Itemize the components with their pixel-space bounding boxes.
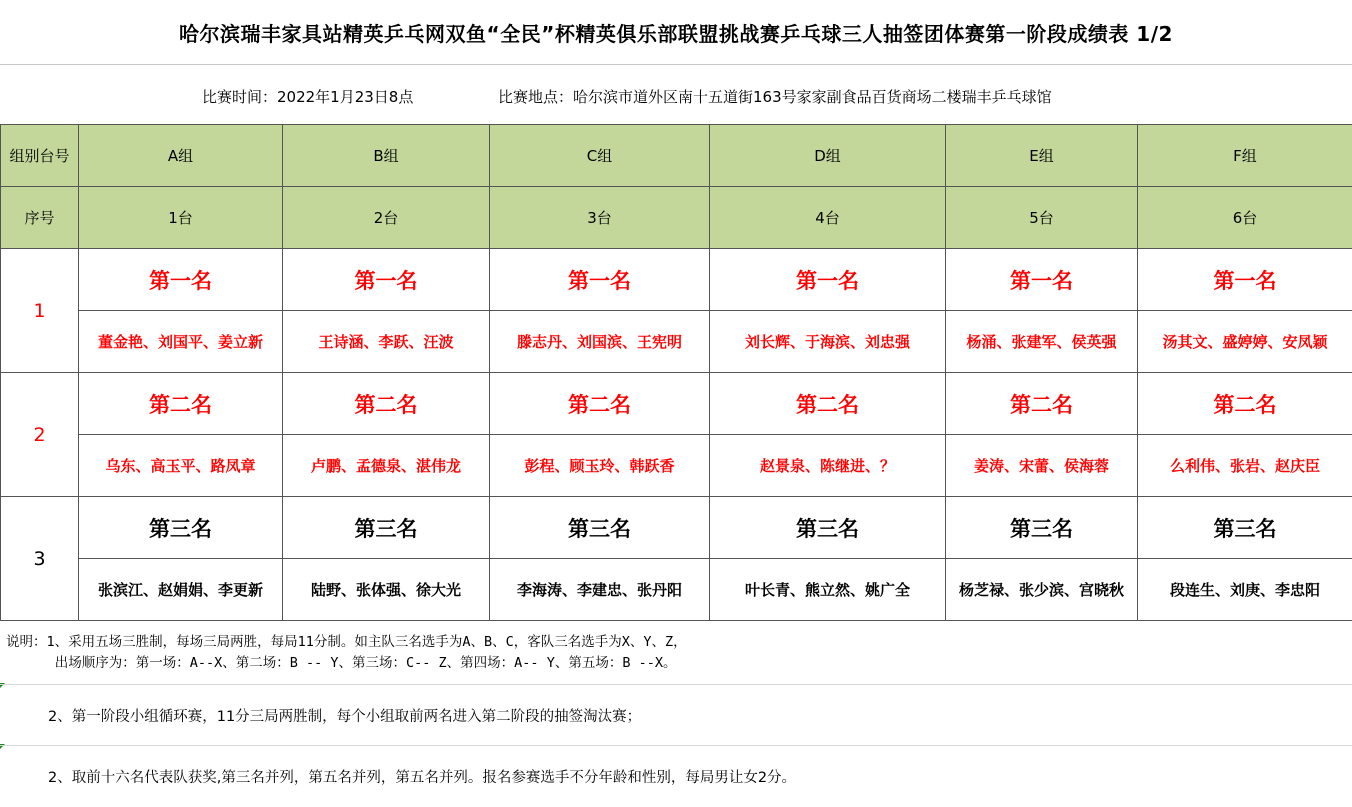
team-players: 赵景泉、陈继进、？ [710,435,946,497]
rank-label: 第二名 [710,373,946,435]
table-2-cell: 2台 [283,187,490,249]
group-e-header: E组 [946,125,1138,187]
rank-label: 第一名 [283,249,490,311]
rank-label: 第三名 [946,497,1138,559]
event-info [0,64,1352,124]
group-f-header: F组 [1138,125,1352,187]
note-2 [0,684,1352,745]
note-1-line-2: 出场顺序为：第一场：A--X、第二场：B -- Y、第三场：C-- Z、第四场：A-- Y、第五场：B --X。 [6,655,677,671]
table-1-cell: 1台 [79,187,283,249]
rank-label: 第三名 [490,497,710,559]
rank-label: 第二名 [1138,373,1352,435]
team-players: 么利伟、张岩、赵庆臣 [1138,435,1352,497]
match-place: 比赛地点：哈尔滨市道外区南十五道街163号家家副食品百货商场二楼瑞丰乒乓球馆 [498,88,1052,106]
table-number-row [1,187,1352,249]
rank-2-label-row [1,373,1352,435]
team-players: 叶长青、熊立然、姚广全 [710,559,946,621]
group-a-header: A组 [79,125,283,187]
match-time: 比赛时间：2022年1月23日8点 [202,88,414,106]
rank-label: 第二名 [283,373,490,435]
rank-3-players-row [1,559,1352,621]
note-2-text: 2、第一阶段小组循环赛，11分三局两胜制，每个小组取前两名进入第二阶段的抽签淘汰赛； [48,709,642,725]
rank-label: 第二名 [490,373,710,435]
team-players: 彭程、顾玉玲、韩跃香 [490,435,710,497]
note-3-text: 2、取前十六名代表队获奖,第三名并列，第五名并列，第五名并列。报名参赛选手不分年龄和性别，每局男让女2分。 [48,770,797,786]
rank-2-players-row [1,435,1352,497]
team-players: 李海涛、李建忠、张丹阳 [490,559,710,621]
group-d-header: D组 [710,125,946,187]
group-c-header: C组 [490,125,710,187]
rank-label: 第一名 [710,249,946,311]
team-players: 杨芝禄、张少滨、宫晓秋 [946,559,1138,621]
group-b-header: B组 [283,125,490,187]
rank-1-players-row [1,311,1352,373]
rank-label: 第一名 [490,249,710,311]
rank-3-label-row [1,497,1352,559]
team-players: 乌东、高玉平、路凤章 [79,435,283,497]
table-6-cell: 6台 [1138,187,1352,249]
team-players: 姜涛、宋蕾、侯海蓉 [946,435,1138,497]
rank-label: 第三名 [710,497,946,559]
rank-1-number: 1 [1,249,79,373]
group-label-cell: 组别台号 [1,125,79,187]
team-players: 董金艳、刘国平、姜立新 [79,311,283,373]
team-players: 卢鹏、孟德泉、湛伟龙 [283,435,490,497]
rank-label: 第一名 [1138,249,1352,311]
team-players: 王诗涵、李跃、汪波 [283,311,490,373]
group-header-row [1,125,1352,187]
results-table [0,124,1352,621]
rank-label: 第二名 [946,373,1138,435]
team-players: 陆野、张体强、徐大光 [283,559,490,621]
team-players: 段连生、刘庚、李忠阳 [1138,559,1352,621]
note-1-line-1: 说明：1、采用五场三胜制，每场三局两胜，每局11分制。如主队三名选手为A、B、C，客队三名选手为X、Y、Z， [6,634,687,650]
table-4-cell: 4台 [710,187,946,249]
team-players: 汤其文、盛婷婷、安凤颖 [1138,311,1352,373]
seq-label-cell: 序号 [1,187,79,249]
rank-3-number: 3 [1,497,79,621]
rank-label: 第一名 [946,249,1138,311]
rank-2-number: 2 [1,373,79,497]
table-5-cell: 5台 [946,187,1138,249]
team-players: 杨涌、张建军、侯英强 [946,311,1138,373]
table-3-cell: 3台 [490,187,710,249]
rank-label: 第二名 [79,373,283,435]
rank-label: 第三名 [79,497,283,559]
team-players: 张滨江、赵娟娟、李更新 [79,559,283,621]
rank-1-label-row [1,249,1352,311]
note-3 [0,745,1352,806]
team-players: 滕志丹、刘国滨、王宪明 [490,311,710,373]
rank-label: 第三名 [283,497,490,559]
team-players: 刘长辉、于海滨、刘忠强 [710,311,946,373]
rank-label: 第一名 [79,249,283,311]
rank-label: 第三名 [1138,497,1352,559]
page-title: 哈尔滨瑞丰家具站精英乒乓网双鱼“全民”杯精英俱乐部联盟挑战赛乒乓球三人抽签团体赛第一阶段成绩表 1/2 [0,0,1352,65]
note-1 [6,632,687,674]
